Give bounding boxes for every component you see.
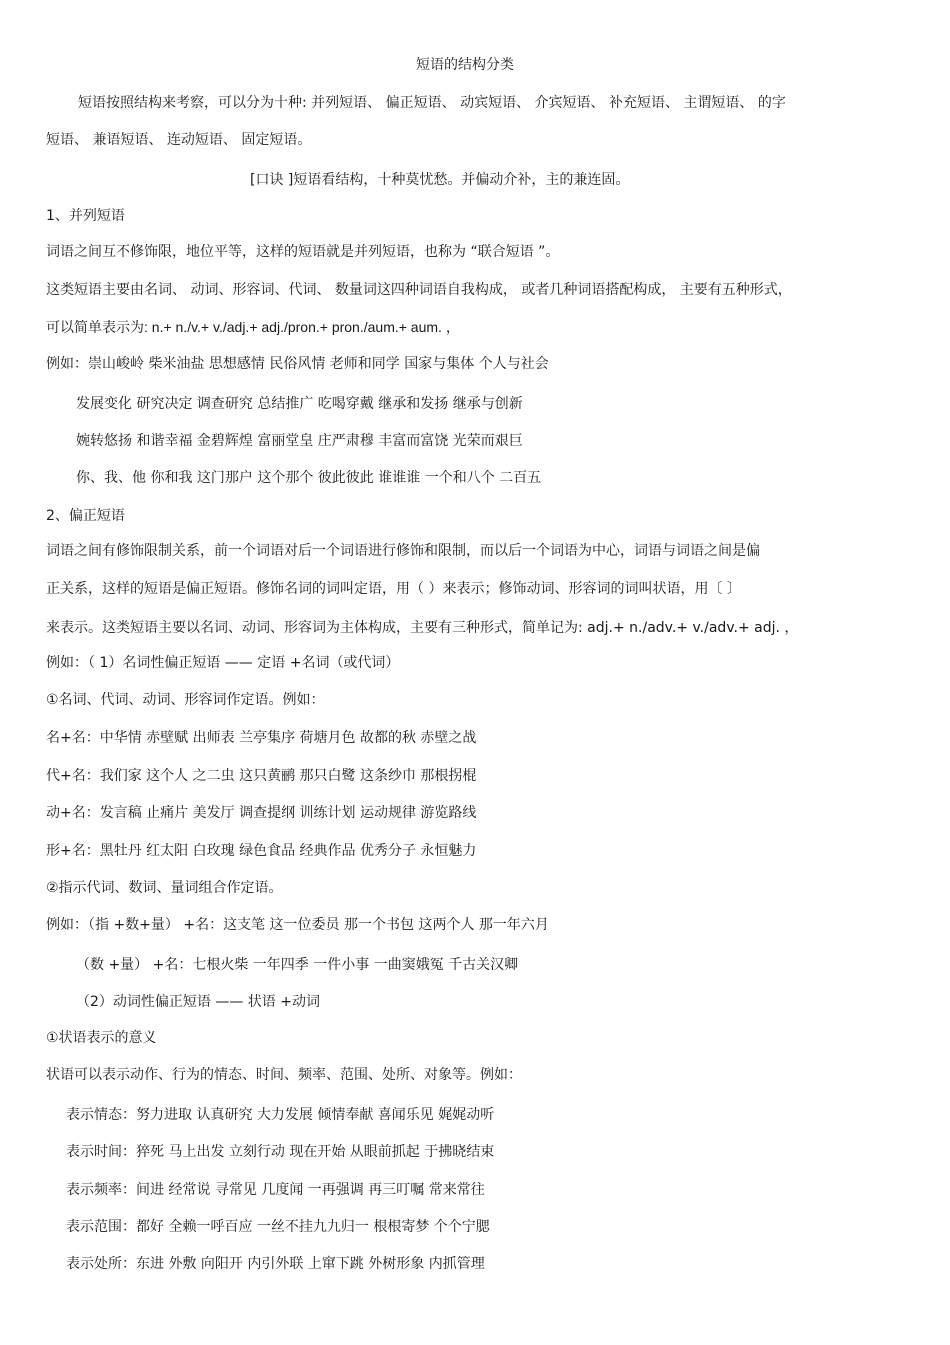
adverbial-definition: 状语可以表示动作、行为的情态、时间、频率、范围、处所、对象等。例如： <box>46 1067 522 1083</box>
example-row-verb-noun: 动+名：发言稿 止痛片 美发厅 调查提纲 训练计划 运动规律 游览路线 <box>46 805 477 821</box>
section-2-definition-line-2: 正关系，这样的短语是偏正短语。修饰名词的词叫定语，用（ ）来表示；修饰动词、形容词的词叫状语，用〔 〕 <box>46 581 741 597</box>
adverbial-row-scope: 表示范围：都好 全赖一呼百应 一丝不挂九九归一 根根寄梦 个个宁腮 <box>66 1219 490 1235</box>
intro-paragraph-line-2: 短语、 兼语短语、 连动短语、 固定短语。 <box>46 132 312 148</box>
section-2-subpoint-3: ①状语表示的意义 <box>46 1030 157 1046</box>
section-2-subpoint-1: ①名词、代词、动词、形容词作定语。例如： <box>46 692 325 708</box>
section-1-examples-row-4: 你、我、他 你和我 这门那户 这个那个 彼此彼此 谁谁谁 一个和八个 二百五 <box>76 470 542 486</box>
example-row-pronoun-noun: 代+名：我们家 这个人 之二虫 这只黄鹂 那只白鹭 这条纱巾 那根拐棍 <box>46 768 477 784</box>
adverbial-row-place: 表示处所：东进 外敷 向阳开 内引外联 上窜下跳 外树形象 内抓管理 <box>66 1256 485 1272</box>
example-row-demonstrative: 例如：（指 +数+量） +名：这支笔 这一位委员 那一个书包 这两个人 那一年六月 <box>46 917 549 933</box>
section-2-noun-phrase-heading: 例如：（ 1）名词性偏正短语 —— 定语 +名词（或代词） <box>46 655 400 671</box>
section-1-definition: 词语之间互不修饰限，地位平等，这样的短语就是并列短语，也称为 “联合短语 ”。 <box>46 244 560 260</box>
intro-paragraph-line-1: 短语按照结构来考察，可以分为十种: 并列短语、 偏正短语、 动宾短语、 介宾短语、 补充短语、 主谓短语、 的字 <box>78 95 786 111</box>
section-1-examples-row-3: 婉转悠扬 和谐幸福 金碧辉煌 富丽堂皇 庄严肃穆 丰富而富饶 光荣而艰巨 <box>76 433 523 449</box>
adverbial-row-manner: 表示情态：努力进取 认真研究 大力发展 倾情奉献 喜闻乐见 娓娓动听 <box>66 1107 495 1123</box>
example-row-numeral-measure: （数 +量） +名：七根火柴 一年四季 一件小事 一曲窦娥冤 千古关汉卿 <box>76 957 519 973</box>
example-row-noun-noun: 名+名：中华情 赤壁赋 出师表 兰亭集序 荷塘月色 故都的秋 赤壁之战 <box>46 730 477 746</box>
adverbial-row-frequency: 表示频率：间进 经常说 寻常见 几度闻 一再强调 再三叮嘱 常来常往 <box>66 1182 485 1198</box>
section-2-definition-line-3: 来表示。这类短语主要以名词、动词、形容词为主体构成，主要有三种形式，简单记为: adj.+ n./adv.+ v./adv.+ adj. ， <box>46 620 799 636</box>
adverbial-row-time: 表示时间：猝死 马上出发 立刻行动 现在开始 从眼前抓起 于拂晓结束 <box>66 1144 495 1160</box>
section-1-heading: 1、并列短语 <box>46 208 125 224</box>
mnemonic-line: [口诀 ]短语看结构，十种莫忧愁。并偏动介补，主的兼连固。 <box>250 172 630 188</box>
section-1-composition: 这类短语主要由名词、 动词、形容词、代词、 数量词这四种词语自我构成， 或者几种词语搭配构成， 主要有五种形式， <box>46 282 792 298</box>
section-1-examples-row-2: 发展变化 研究决定 调查研究 总结推广 吃喝穿戴 继承和发扬 继承与创新 <box>76 396 523 412</box>
document-title: 短语的结构分类 <box>416 57 514 73</box>
section-2-verb-phrase-heading: （2）动词性偏正短语 —— 状语 +动词 <box>76 994 320 1010</box>
section-1-formula: 可以简单表示为: n.+ n./v.+ v./adj.+ adj./pron.+ pron./aum.+ aum. ， <box>46 319 460 335</box>
section-2-heading: 2、偏正短语 <box>46 508 125 524</box>
section-2-definition-line-1: 词语之间有修饰限制关系，前一个词语对后一个词语进行修饰和限制，而以后一个词语为中心，词语与词语之间是偏 <box>46 543 760 559</box>
example-row-adjective-noun: 形+名：黑牡丹 红太阳 白玫瑰 绿色食品 经典作品 优秀分子 永恒魅力 <box>46 843 477 859</box>
section-1-examples-row-1: 例如：崇山峻岭 柴米油盐 思想感情 民俗风情 老师和同学 国家与集体 个人与社会 <box>46 356 549 372</box>
section-2-subpoint-2: ②指示代词、数词、量词组合作定语。 <box>46 880 283 896</box>
